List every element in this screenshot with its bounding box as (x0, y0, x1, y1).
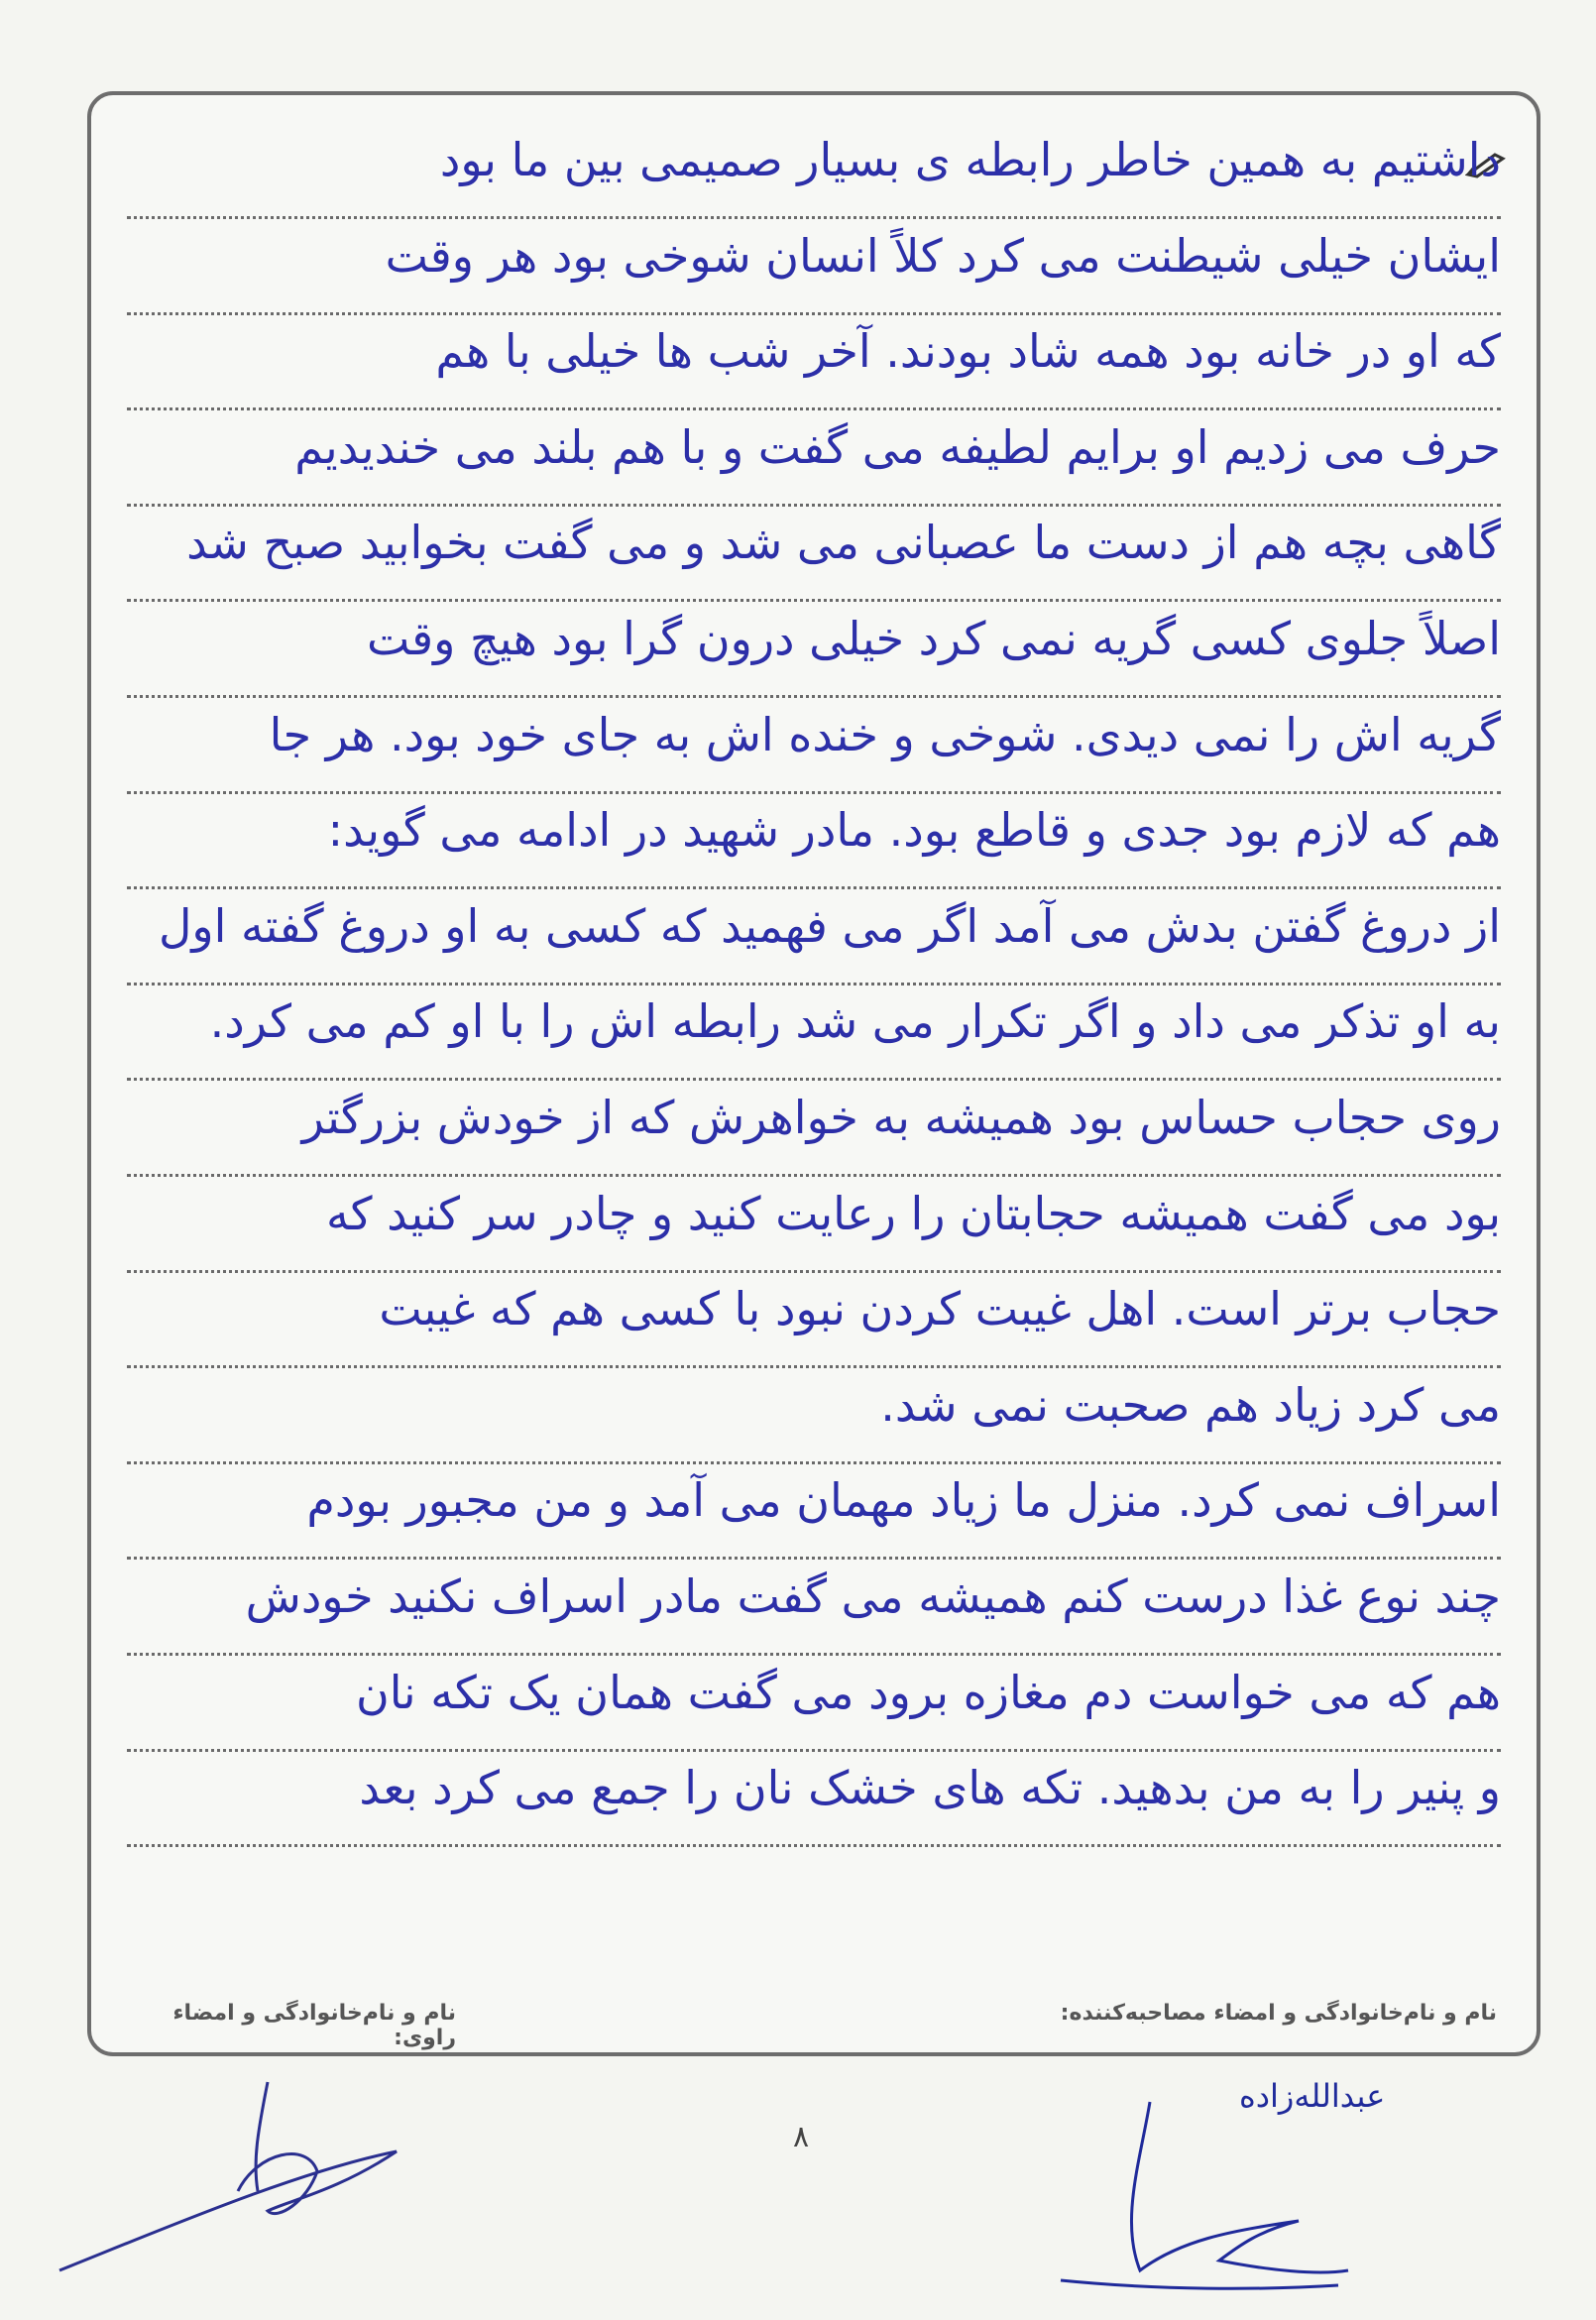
text-line: اسراف نمی کرد. منزل ما زیاد مهمان می آمد و من مجبور بودم (127, 1461, 1501, 1560)
text-line: هم که می خواست دم مغازه برود می گفت همان یک تکه نان (127, 1654, 1501, 1752)
text-line: اصلاً جلوی کسی گریه نمی کرد خیلی درون گرا بود هیچ وقت (127, 600, 1501, 698)
text-line: روی حجاب حساس بود همیشه به خواهرش که از خودش بزرگتر (127, 1079, 1501, 1177)
text-line: از دروغ گفتن بدش می آمد اگر می فهمید که کسی به او دروغ گفته اول (127, 887, 1501, 986)
page-number: ۸ (793, 2120, 810, 2154)
footer (131, 1991, 1497, 2050)
text-line: گاهی بچه هم از دست ما عصبانی می شد و می گفت بخوابید صبح شد (127, 504, 1501, 602)
interviewer-signature-name: عبدالله‌زاده (1239, 2077, 1386, 2115)
text-line: به او تذکر می داد و اگر تکرار می شد رابطه اش را با او کم می کرد. (127, 983, 1501, 1081)
narrator-signature (40, 2052, 436, 2290)
text-line: و پنیر را به من بدهید. تکه های خشک نان را جمع می کرد بعد (127, 1749, 1501, 1847)
interviewer-label: نام و نام‌خانوادگی و امضاء مصاحبه‌کننده: (1060, 2001, 1497, 2026)
text-line: می کرد زیاد هم صحبت نمی شد. (127, 1366, 1501, 1464)
text-line: بود می گفت همیشه حجابتان را رعایت کنید و چادر سر کنید که (127, 1175, 1501, 1273)
narrator-label: نام و نام‌خانوادگی و امضاء راوی: (172, 2001, 456, 2050)
text-line: گریه اش را نمی دیدی. شوخی و خنده اش به جای خود بود. هر جا (127, 696, 1501, 794)
handwritten-lines (127, 95, 1501, 2052)
text-line: حرف می زدیم او برایم لطیفه می گفت و با هم بلند می خندیدیم (127, 408, 1501, 507)
text-line: ایشان خیلی شیطنت می کرد کلاً انسان شوخی بود هر وقت (127, 217, 1501, 315)
text-line: که او در خانه بود همه شاد بودند. آخر شب ها خیلی با هم (127, 312, 1501, 410)
interviewer-signature (1041, 2072, 1457, 2310)
page-frame (87, 91, 1540, 2056)
text-line: چند نوع غذا درست کنم همیشه می گفت مادر اسراف نکنید خودش (127, 1558, 1501, 1656)
text-line: حجاب برتر است. اهل غیبت کردن نبود با کسی هم که غیبت (127, 1270, 1501, 1368)
text-line: هم که لازم بود جدی و قاطع بود. مادر شهید در ادامه می گوید: (127, 791, 1501, 889)
text-line: داشتیم به همین خاطر رابطه ی بسیار صمیمی بین ما بود (127, 121, 1501, 219)
